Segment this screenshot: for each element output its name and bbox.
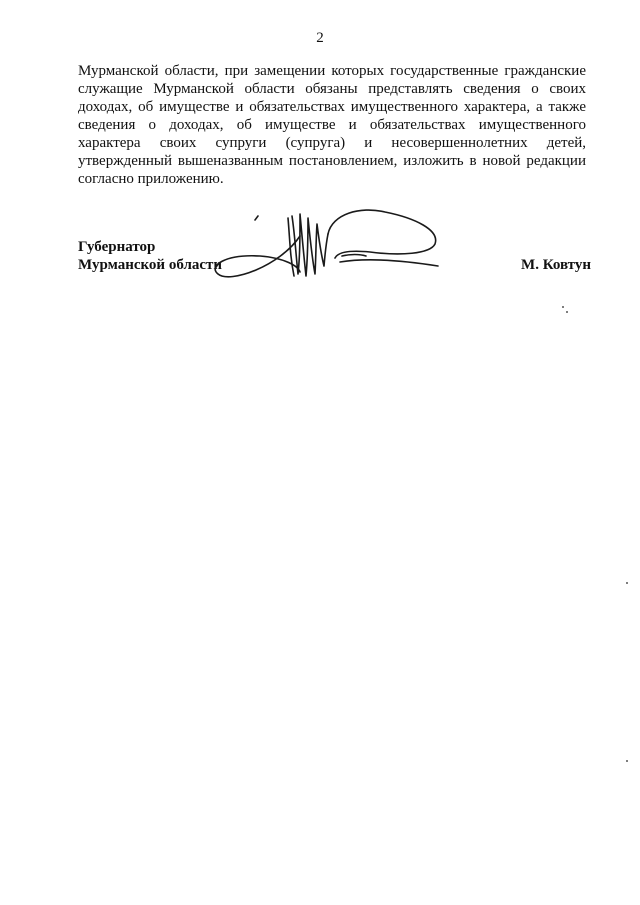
handwritten-signature	[200, 196, 450, 286]
signatory-name: М. Ковтун	[521, 257, 591, 273]
signatory-title-line-1: Губернатор	[78, 239, 156, 255]
scan-speck	[566, 311, 568, 313]
scan-speck	[626, 760, 628, 762]
scan-speck	[626, 582, 628, 584]
page-number: 2	[316, 30, 324, 46]
body-paragraph: Мурманской области, при замещении которых государственные гражданские служащие Мурманской области обязаны представлять сведения о своих доходах, об имуществе и обязательствах имущественного характера, а также сведения о доходах, об имуществе и обязательствах имущественного характера своих супруги (супруга) и несовершеннолетних детей, утвержденный вышеназванным постановлением, изложить в новой редакции согласно приложению.	[78, 63, 586, 187]
signatory-title-line-2: Мурманской области	[78, 257, 223, 273]
scan-speck	[562, 306, 564, 308]
